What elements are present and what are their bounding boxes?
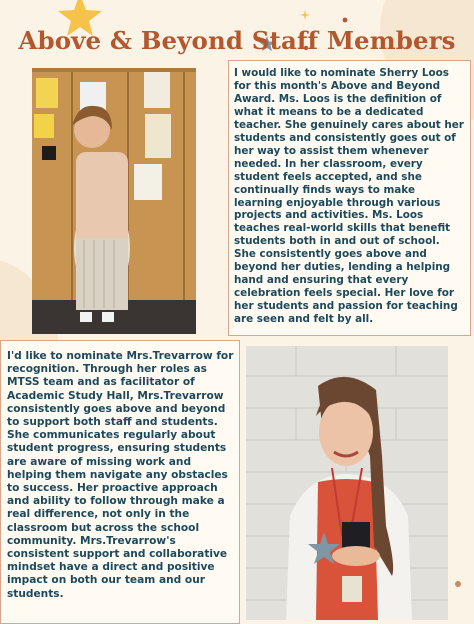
star-icon <box>300 10 310 20</box>
nomination-text: I'd like to nominate Mrs.Trevarrow for recognition. Through her roles as MTSS team and as facilitator of Academic Study Hall, Mrs.Trevarrow consistently goes above and beyond to support both staff and students. She communicates regularly about student progress, ensuring students are aware of missing work and helping them navigate any obstacles to success. Her proactive approach and ability to follow through make a real difference, not only in the classroom but across the school community. Mrs.Trevarrow's consistent support and collaborative mindset have a direct and positive impact on both our team and our students. <box>7 350 234 600</box>
nomination-text: I would like to nominate Sherry Loos for this month's Above and Beyond Award. Ms. Loos is the definition of what it means to be a dedicated teacher. She genuinely cares about her students and consistently goes out of her way to assist them whenever needed. In her classroom, every student feels accepted, and she continually finds ways to make learning enjoyable through various projects and activities. Ms. Loos teaches real-world skills that benefit students both in and out of school. She consistently goes above and beyond her duties, lending a helping hand and ensuring that every celebration feels special. Her love for her students and passion for teaching are seen and felt by all. <box>234 67 464 326</box>
page-title: Above & Beyond Staff Members <box>18 26 456 55</box>
nomination-box-sherry-loos <box>228 60 471 336</box>
staff-photo-sherry-loos <box>32 68 196 334</box>
nomination-box-trevarrow <box>0 340 240 624</box>
staff-photo-trevarrow <box>246 346 448 620</box>
dot-icon <box>454 580 462 588</box>
dot-icon <box>342 17 348 23</box>
